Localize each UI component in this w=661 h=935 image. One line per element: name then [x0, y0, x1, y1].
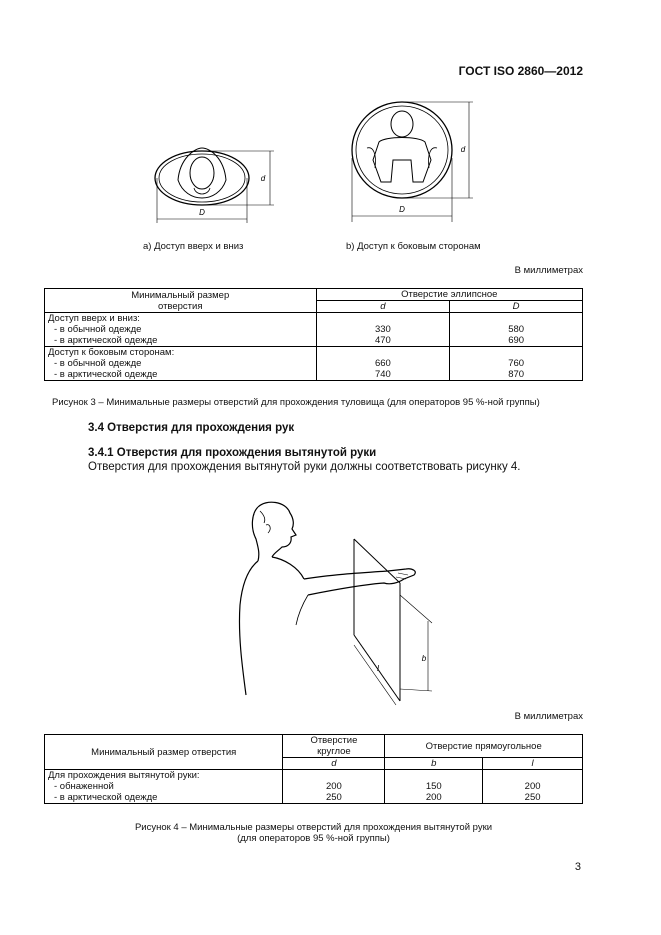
- table-row: [45, 347, 583, 381]
- figure4-caption-line1: Рисунок 4 – Минимальные размеры отверстий для прохождения вытянутой руки: [134, 822, 493, 833]
- table3-group2-cell: Доступ к боковым сторонам: - в обычной одежде - в арктической одежде: [45, 347, 317, 381]
- table3-col-d: d: [316, 301, 450, 313]
- figure3a-dim-D: D: [199, 208, 205, 217]
- table4-header-round: Отверстие круглое: [283, 735, 385, 758]
- figure3a-label: a) Доступ вверх и вниз: [143, 241, 244, 252]
- figure4-caption-line2: (для операторов 95 %-ной группы): [237, 833, 390, 844]
- figure4-drawing: [228, 495, 438, 710]
- table3-group1-d: 330 470: [316, 313, 450, 347]
- table4-header-left: Минимальный размер отверстия: [45, 735, 283, 770]
- table3-group2-D: 760 870: [450, 347, 583, 381]
- table4-b-values: 150 200: [385, 770, 483, 804]
- table3-group1-D: 580 690: [450, 313, 583, 347]
- figure3a-drawing: [150, 118, 300, 233]
- table4-l-values: 200 250: [483, 770, 583, 804]
- table4-col-d: d: [283, 758, 385, 770]
- table4-col-b: b: [385, 758, 483, 770]
- figure4-table: [44, 734, 583, 804]
- figure4-dim-b: b: [421, 654, 427, 663]
- section-paragraph: Отверстия для прохождения вытянутой руки должны соответствовать рисунку 4.: [88, 461, 521, 473]
- figure3-units: В миллиметрах: [514, 265, 583, 276]
- table4-group-cell: Для прохождения вытянутой руки: - обнаженной - в арктической одежде: [45, 770, 283, 804]
- table-row: [45, 313, 583, 347]
- table3-header-group: Отверстие эллипсное: [316, 289, 583, 301]
- figure4-units: В миллиметрах: [514, 711, 583, 722]
- table4-d-values: 200 250: [283, 770, 385, 804]
- figure3b-drawing: [345, 98, 485, 223]
- subsection-heading: 3.4.1 Отверстия для прохождения вытянутой руки: [88, 447, 377, 459]
- page-number: 3: [574, 861, 581, 873]
- table3-header-left: Минимальный размер отверстия: [45, 289, 317, 313]
- document-header: ГОСТ ISO 2860—2012: [458, 64, 583, 78]
- figure3-caption: Рисунок 3 – Минимальные размеры отверстий для прохождения туловища (для операторов 95 %-ной группы): [52, 397, 540, 408]
- table4-header-rect: Отверстие прямоугольное: [385, 735, 583, 758]
- table3-col-D: D: [450, 301, 583, 313]
- table3-group2-d: 660 740: [316, 347, 450, 381]
- figure4-dim-l: l: [377, 664, 379, 673]
- figure3a-dim-d: d: [260, 174, 266, 183]
- figure3b-label: b) Доступ к боковым сторонам: [346, 241, 481, 252]
- table3-group1-cell: Доступ вверх и вниз: - в обычной одежде - в арктической одежде: [45, 313, 317, 347]
- figure3b-dim-d: d: [460, 145, 466, 154]
- table-row: [45, 770, 583, 804]
- figure3b-dim-D: D: [399, 205, 405, 214]
- figure4-caption: [44, 822, 583, 844]
- section-heading: 3.4 Отверстия для прохождения рук: [88, 422, 295, 434]
- figure3-table: [44, 288, 583, 381]
- table4-col-l: l: [483, 758, 583, 770]
